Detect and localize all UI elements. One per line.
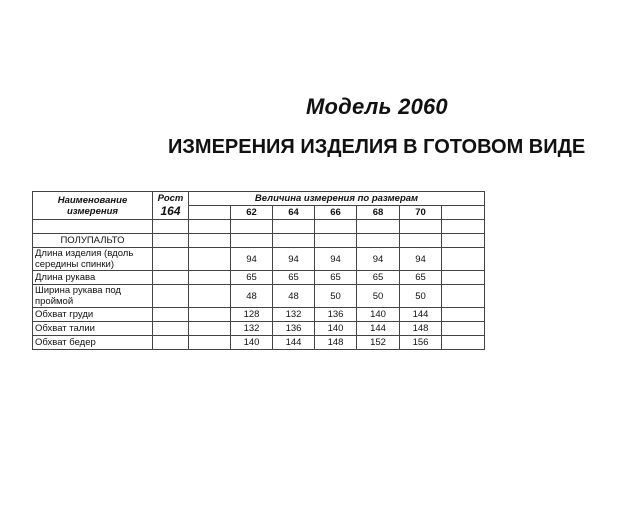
measurement-value: 148 — [400, 322, 442, 336]
empty-cell — [189, 336, 231, 350]
height-cell — [153, 271, 189, 285]
measurement-value: 50 — [357, 285, 400, 308]
model-title: Модель 2060 — [306, 94, 448, 119]
table-row — [33, 271, 485, 285]
section-row — [33, 234, 485, 248]
table-row — [33, 308, 485, 322]
measurement-value: 144 — [400, 308, 442, 322]
measurement-name: Обхват груди — [33, 308, 153, 322]
size-cell-empty — [442, 206, 485, 220]
table-row — [33, 322, 485, 336]
measurement-value: 48 — [273, 285, 315, 308]
empty-cell — [442, 248, 485, 271]
size-cell: 68 — [357, 206, 400, 220]
empty-cell — [189, 308, 231, 322]
measurement-value: 50 — [315, 285, 357, 308]
measurement-value: 136 — [273, 322, 315, 336]
measurement-value: 94 — [315, 248, 357, 271]
measurement-value: 65 — [400, 271, 442, 285]
measurements-table — [32, 191, 485, 350]
size-cell-empty — [189, 206, 231, 220]
height-header — [153, 192, 189, 220]
measurement-value: 144 — [273, 336, 315, 350]
empty-cell — [442, 336, 485, 350]
empty-cell — [189, 322, 231, 336]
measurement-value: 152 — [357, 336, 400, 350]
table-header-row — [33, 192, 485, 206]
measurement-value: 140 — [315, 322, 357, 336]
blank-row — [33, 220, 485, 234]
empty-cell — [442, 271, 485, 285]
empty-cell — [442, 308, 485, 322]
table-row — [33, 285, 485, 308]
measurement-value: 50 — [400, 285, 442, 308]
size-cell: 64 — [273, 206, 315, 220]
measurement-value: 136 — [315, 308, 357, 322]
measurement-name-header: Наименование измерения — [33, 192, 153, 220]
measurement-name: Ширина рукава под проймой — [33, 285, 153, 308]
measurement-name: Длина рукава — [33, 271, 153, 285]
measurement-name: Обхват бедер — [33, 336, 153, 350]
measurement-value: 156 — [400, 336, 442, 350]
height-cell — [153, 248, 189, 271]
measurement-value: 132 — [231, 322, 273, 336]
measurement-value: 94 — [231, 248, 273, 271]
measurement-value: 48 — [231, 285, 273, 308]
height-value: 164 — [160, 203, 181, 218]
empty-cell — [189, 285, 231, 308]
measurement-value: 144 — [357, 322, 400, 336]
empty-cell — [442, 322, 485, 336]
measurement-value: 65 — [273, 271, 315, 285]
table-row — [33, 248, 485, 271]
size-cell: 66 — [315, 206, 357, 220]
measurement-value: 140 — [357, 308, 400, 322]
page-title: ИЗМЕРЕНИЯ ИЗДЕЛИЯ В ГОТОВОМ ВИДЕ — [168, 136, 586, 158]
measurement-value: 132 — [273, 308, 315, 322]
height-cell — [153, 322, 189, 336]
table-row — [33, 336, 485, 350]
measurement-value: 65 — [357, 271, 400, 285]
measurement-value: 140 — [231, 336, 273, 350]
measurement-value: 94 — [357, 248, 400, 271]
empty-cell — [442, 285, 485, 308]
empty-cell — [189, 271, 231, 285]
measurement-value: 94 — [273, 248, 315, 271]
measurement-name: Длина изделия (вдоль середины спинки) — [33, 248, 153, 271]
height-cell — [153, 285, 189, 308]
measurement-value: 65 — [315, 271, 357, 285]
size-cell: 62 — [231, 206, 273, 220]
height-label: Рост — [157, 192, 184, 204]
sizes-header: Величина измерения по размерам — [189, 192, 485, 206]
measurement-value: 65 — [231, 271, 273, 285]
height-cell — [153, 336, 189, 350]
size-cell: 70 — [400, 206, 442, 220]
measurement-value: 94 — [400, 248, 442, 271]
empty-cell — [189, 248, 231, 271]
section-label: ПОЛУПАЛЬТО — [33, 234, 153, 248]
measurement-name: Обхват талии — [33, 322, 153, 336]
height-cell — [153, 308, 189, 322]
measurement-value: 128 — [231, 308, 273, 322]
measurement-value: 148 — [315, 336, 357, 350]
